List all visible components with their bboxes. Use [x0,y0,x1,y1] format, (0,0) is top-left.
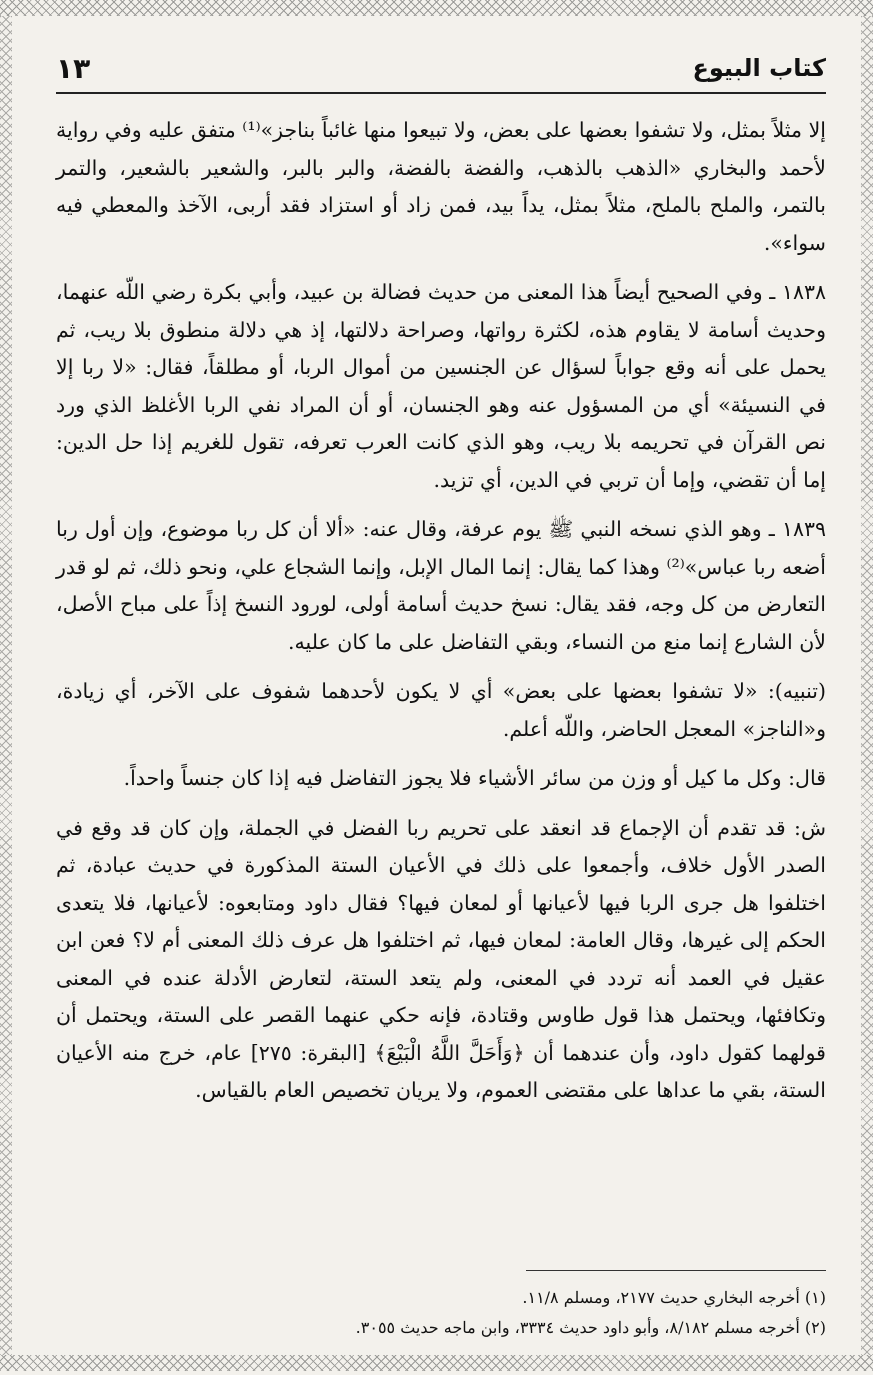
decorative-border-top [0,0,873,16]
decorative-border-right [861,16,873,1355]
footnote: (١) أخرجه البخاري حديث ٢١٧٧، ومسلم ١١/٨. [522,1288,826,1307]
body-text [56,112,826,1122]
page-header [56,48,826,94]
paragraph: (تنبيه): «لا تشفوا بعضها على بعض» أي لا يكون لأحدهما شفوف على الآخر، أي زيادة، و«الناجز» المعجل الحاضر، واللّه أعلم. [56,679,826,741]
paragraph: قال: وكل ما كيل أو وزن من سائر الأشياء فلا يجوز التفاضل فيه إذا كان جنساً واحداً. [123,766,826,790]
page-number: ١٣ [56,52,91,85]
paragraph: ١٨٣٩ ـ وهو الذي نسخه النبي ﷺ يوم عرفة، وقال عنه: «ألا أن كل ربا موضوع، وإن أول ربا أضعه ربا عباس»⁽²⁾ وهذا كما يقال: إنما المال الإبل، وإنما الشجاع علي، ونحو ذلك، ثم لو قدر التعارض من كل وجه، فقد يقال: نسخ حديث أسامة أولى، لورود النسخ إذاً على مباح الأصل، لأن الشارع إنما منع من النساء، وبقي التفاضل على ما كان عليه. [56,517,826,654]
book-title: كتاب البيوع [692,54,826,82]
decorative-border-left [0,16,12,1355]
paragraph: ش: قد تقدم أن الإجماع قد انعقد على تحريم ربا الفضل في الجملة، وإن كان قد وقع في الصدر الأول خلاف، وأجمعوا على ذلك في الأعيان الستة المذكورة في حديث عبادة، ثم اختلفوا هل جرى الربا فيها لأعيانها أو لمعان فيها؟ فقال داود ومتابعوه: لأعيانها، فلا يتعدى الحكم إلى غيرها، وقال العامة: لمعان فيها، ثم اختلفوا هل عرف ذلك المعنى أم لا؟ فعن ابن عقيل في العمد أنه تردد في المعنى، ولم يتعد الستة، لتعارض الأدلة عنده في المعنى وتكافئها، ويحتمل هذا قول طاوس وقتادة، فإنه حكي عنهما القصر على الستة، ويحتمل أن قولهما كقول داود، وأن عندهما أن ﴿وَأَحَلَّ اللَّهُ الْبَيْعَ﴾ [البقرة: ٢٧٥] عام، خرج منه الأعيان الستة، بقي ما عداها على مقتضى العموم، ولا يريان تخصيص العام بالقياس. [56,815,826,1102]
decorative-border-bottom [0,1355,873,1371]
footnote: (٢) أخرجه مسلم ٨/١٨٢، وأبو داود حديث ٣٣٣٤، وابن ماجه حديث ٣٠٥٥. [355,1318,826,1337]
footnote-divider [526,1270,826,1271]
paragraph: إلا مثلاً بمثل، ولا تشفوا بعضها على بعض، ولا تبيعوا منها غائباً بناجز»⁽¹⁾ متفق عليه وفي رواية لأحمد والبخاري «الذهب بالذهب، والفضة بالفضة، والبر بالبر، والشعير بالشعير، والتمر بالتمر، والملح بالملح، مثلاً بمثل، يداً بيد، فمن زاد أو استزاد فقد أربى، الآخذ والمعطي فيه سواء». [56,118,826,255]
footnotes [56,1270,826,1343]
paragraph: ١٨٣٨ ـ وفي الصحيح أيضاً هذا المعنى من حديث فضالة بن عبيد، وأبي بكرة رضي اللّه عنهما، وحديث أسامة لا يقاوم هذه، لكثرة رواتها، وصراحة دلالتها، إذ هي دلالة منطوق بلا ريب، ثم يحمل على أنه وقع جواباً لسؤال عن الجنسين من أموال الربا، أو مطلقاً، فقال: «لا ربا إلا في النسيئة» أي من المسؤول عنه وهو الجنسان، أو أن المراد نفي الربا الأغلظ الذي ورد نص القرآن في تحريمه بلا ريب، وهو الذي كانت العرب تعرفه، تقول للغريم إذا حل الدين: إما أن تقضي، وإما أن تربي في الدين، أي تزيد. [56,280,826,492]
